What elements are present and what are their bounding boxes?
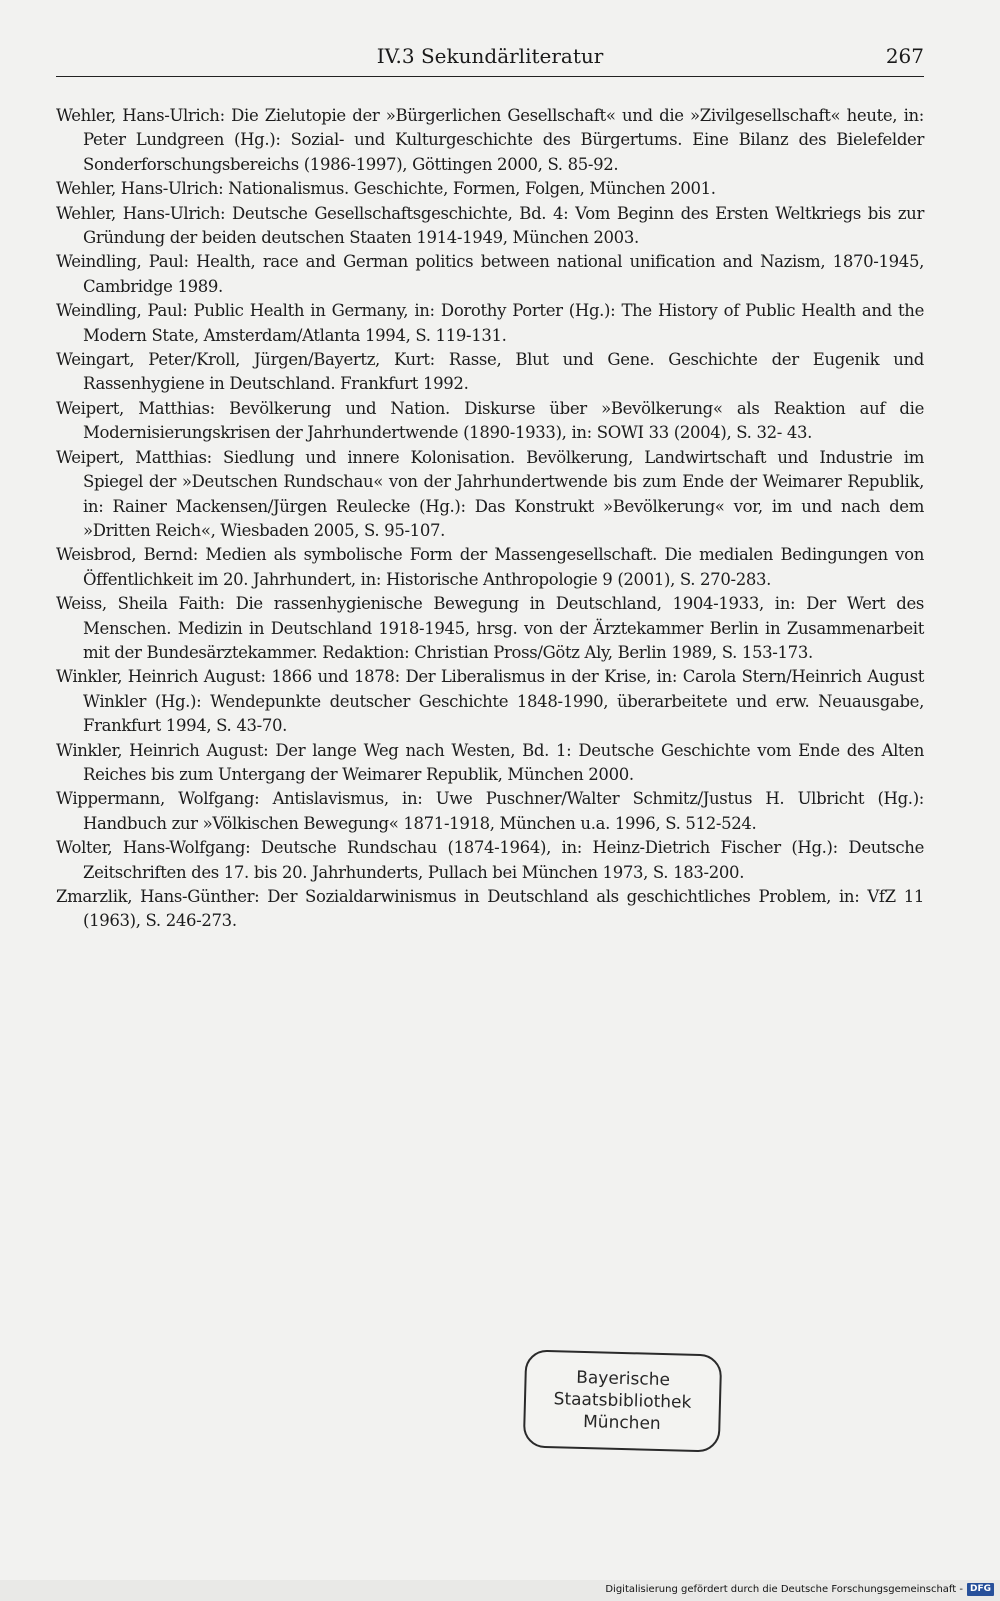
page-number: 267 bbox=[885, 44, 924, 68]
digitization-footer bbox=[605, 1580, 994, 1598]
bibliography-entry: Weindling, Paul: Health, race and German politics between national unification and Nazism, 1870-1945, Cambridge 1989. bbox=[56, 252, 924, 296]
bibliography-entry: Weipert, Matthias: Bevölkerung und Nation. Diskurse über »Bevölkerung« als Reaktion auf die Modernisierungskrisen der Jahrhundertwende (1890-1933), in: SOWI 33 (2004), S. 32- 43. bbox=[56, 398, 924, 443]
library-stamp bbox=[523, 1349, 722, 1452]
stamp-line: München bbox=[582, 1411, 661, 1435]
bibliography-entry: Wehler, Hans-Ulrich: Nationalismus. Geschichte, Formen, Folgen, München 2001. bbox=[56, 179, 716, 199]
bibliography-entry: Wippermann, Wolfgang: Antislavismus, in: Uwe Puschner/Walter Schmitz/Justus H. Ulbricht (Hg.): Handbuch zur »Völkischen Bewegung« 1871-1918, München u.a. 1996, S. 512-524. bbox=[56, 789, 924, 833]
running-header bbox=[56, 42, 924, 77]
bibliography-entry: Weisbrod, Bernd: Medien als symbolische Form der Massengesellschaft. Die medialen Bedingungen von Öffentlichkeit im 20. Jahrhundert, in: Historische Anthropologie 9 (2001), S. 270-283. bbox=[56, 545, 924, 589]
bibliography-entry: Zmarzlik, Hans-Günther: Der Sozialdarwinismus in Deutschland als geschichtliches Problem, in: VfZ 11 (1963), S. 246-273. bbox=[56, 887, 924, 931]
bibliography-entry: Weipert, Matthias: Siedlung und innere Kolonisation. Bevölkerung, Landwirtschaft und Industrie im Spiegel der »Deutschen Rundschau« von der Jahrhundertwende bis zum Ende der Weimarer Republik, in: Rainer Mackensen/Jürgen Reulecke (Hg.): Das Konstrukt »Bevölkerung« vor, im und nach dem »Dritten Reich«, Wiesbaden 2005, S. 95-107. bbox=[56, 447, 924, 540]
bibliography-list bbox=[56, 104, 924, 934]
bibliography-entry: Weiss, Sheila Faith: Die rassenhygienische Bewegung in Deutschland, 1904-1933, in: Der Wert des Menschen. Medizin in Deutschland 1918-1945, hrsg. von der Ärztekammer Berlin in Zusammenarbeit mit der Bundesärztekammer. Redaktion: Christian Pross/Götz Aly, Berlin 1989, S. 153-173. bbox=[56, 594, 924, 662]
footer-credit: Digitalisierung gefördert durch die Deutsche Forschungsgemeinschaft - bbox=[605, 1583, 963, 1595]
bibliography-entry: Winkler, Heinrich August: 1866 und 1878: Der Liberalismus in der Krise, in: Carola Stern/Heinrich August Winkler (Hg.): Wendepunkte deutscher Geschichte 1848-1990, überarbeitete und erw. Neuausgabe, Frankfurt 1994, S. 43-70. bbox=[56, 667, 924, 736]
stamp-line: Bayerische bbox=[575, 1367, 671, 1391]
bibliography-entry: Wolter, Hans-Wolfgang: Deutsche Rundschau (1874-1964), in: Heinz-Dietrich Fischer (Hg.): Deutsche Zeitschriften des 17. bis 20. Jahrhunderts, Pullach bei München 1973, S. 183-200. bbox=[56, 838, 924, 882]
bibliography-entry: Weindling, Paul: Public Health in Germany, in: Dorothy Porter (Hg.): The History of Public Health and the Modern State, Amsterdam/Atlanta 1994, S. 119-131. bbox=[56, 301, 924, 345]
running-title: IV.3 Sekundärliteratur bbox=[376, 44, 604, 68]
bibliography-entry: Wehler, Hans-Ulrich: Die Zielutopie der »Bürgerlichen Gesellschaft« und die »Zivilgesellschaft« heute, in: Peter Lundgreen (Hg.): Sozial- und Kulturgeschichte des Bürgertums. Eine Bilanz des Bielefelder Sonderforschungsbereichs (1986-1997), Göttingen 2000, S. 85-92. bbox=[56, 106, 924, 174]
stamp-line: Staatsbibliothek bbox=[553, 1389, 692, 1413]
bibliography-entry: Weingart, Peter/Kroll, Jürgen/Bayertz, Kurt: Rasse, Blut und Gene. Geschichte der Eugenik und Rassenhygiene in Deutschland. Frankfurt 1992. bbox=[56, 350, 924, 394]
dfg-logo-icon: DFG bbox=[967, 1583, 994, 1596]
bibliography-entry: Wehler, Hans-Ulrich: Deutsche Gesellschaftsgeschichte, Bd. 4: Vom Beginn des Ersten Weltkriegs bis zur Gründung der beiden deutschen Staaten 1914-1949, München 2003. bbox=[56, 203, 924, 248]
bibliography-entry: Winkler, Heinrich August: Der lange Weg nach Westen, Bd. 1: Deutsche Geschichte vom Ende des Alten Reiches bis zum Untergang der Weimarer Republik, München 2000. bbox=[56, 740, 924, 784]
